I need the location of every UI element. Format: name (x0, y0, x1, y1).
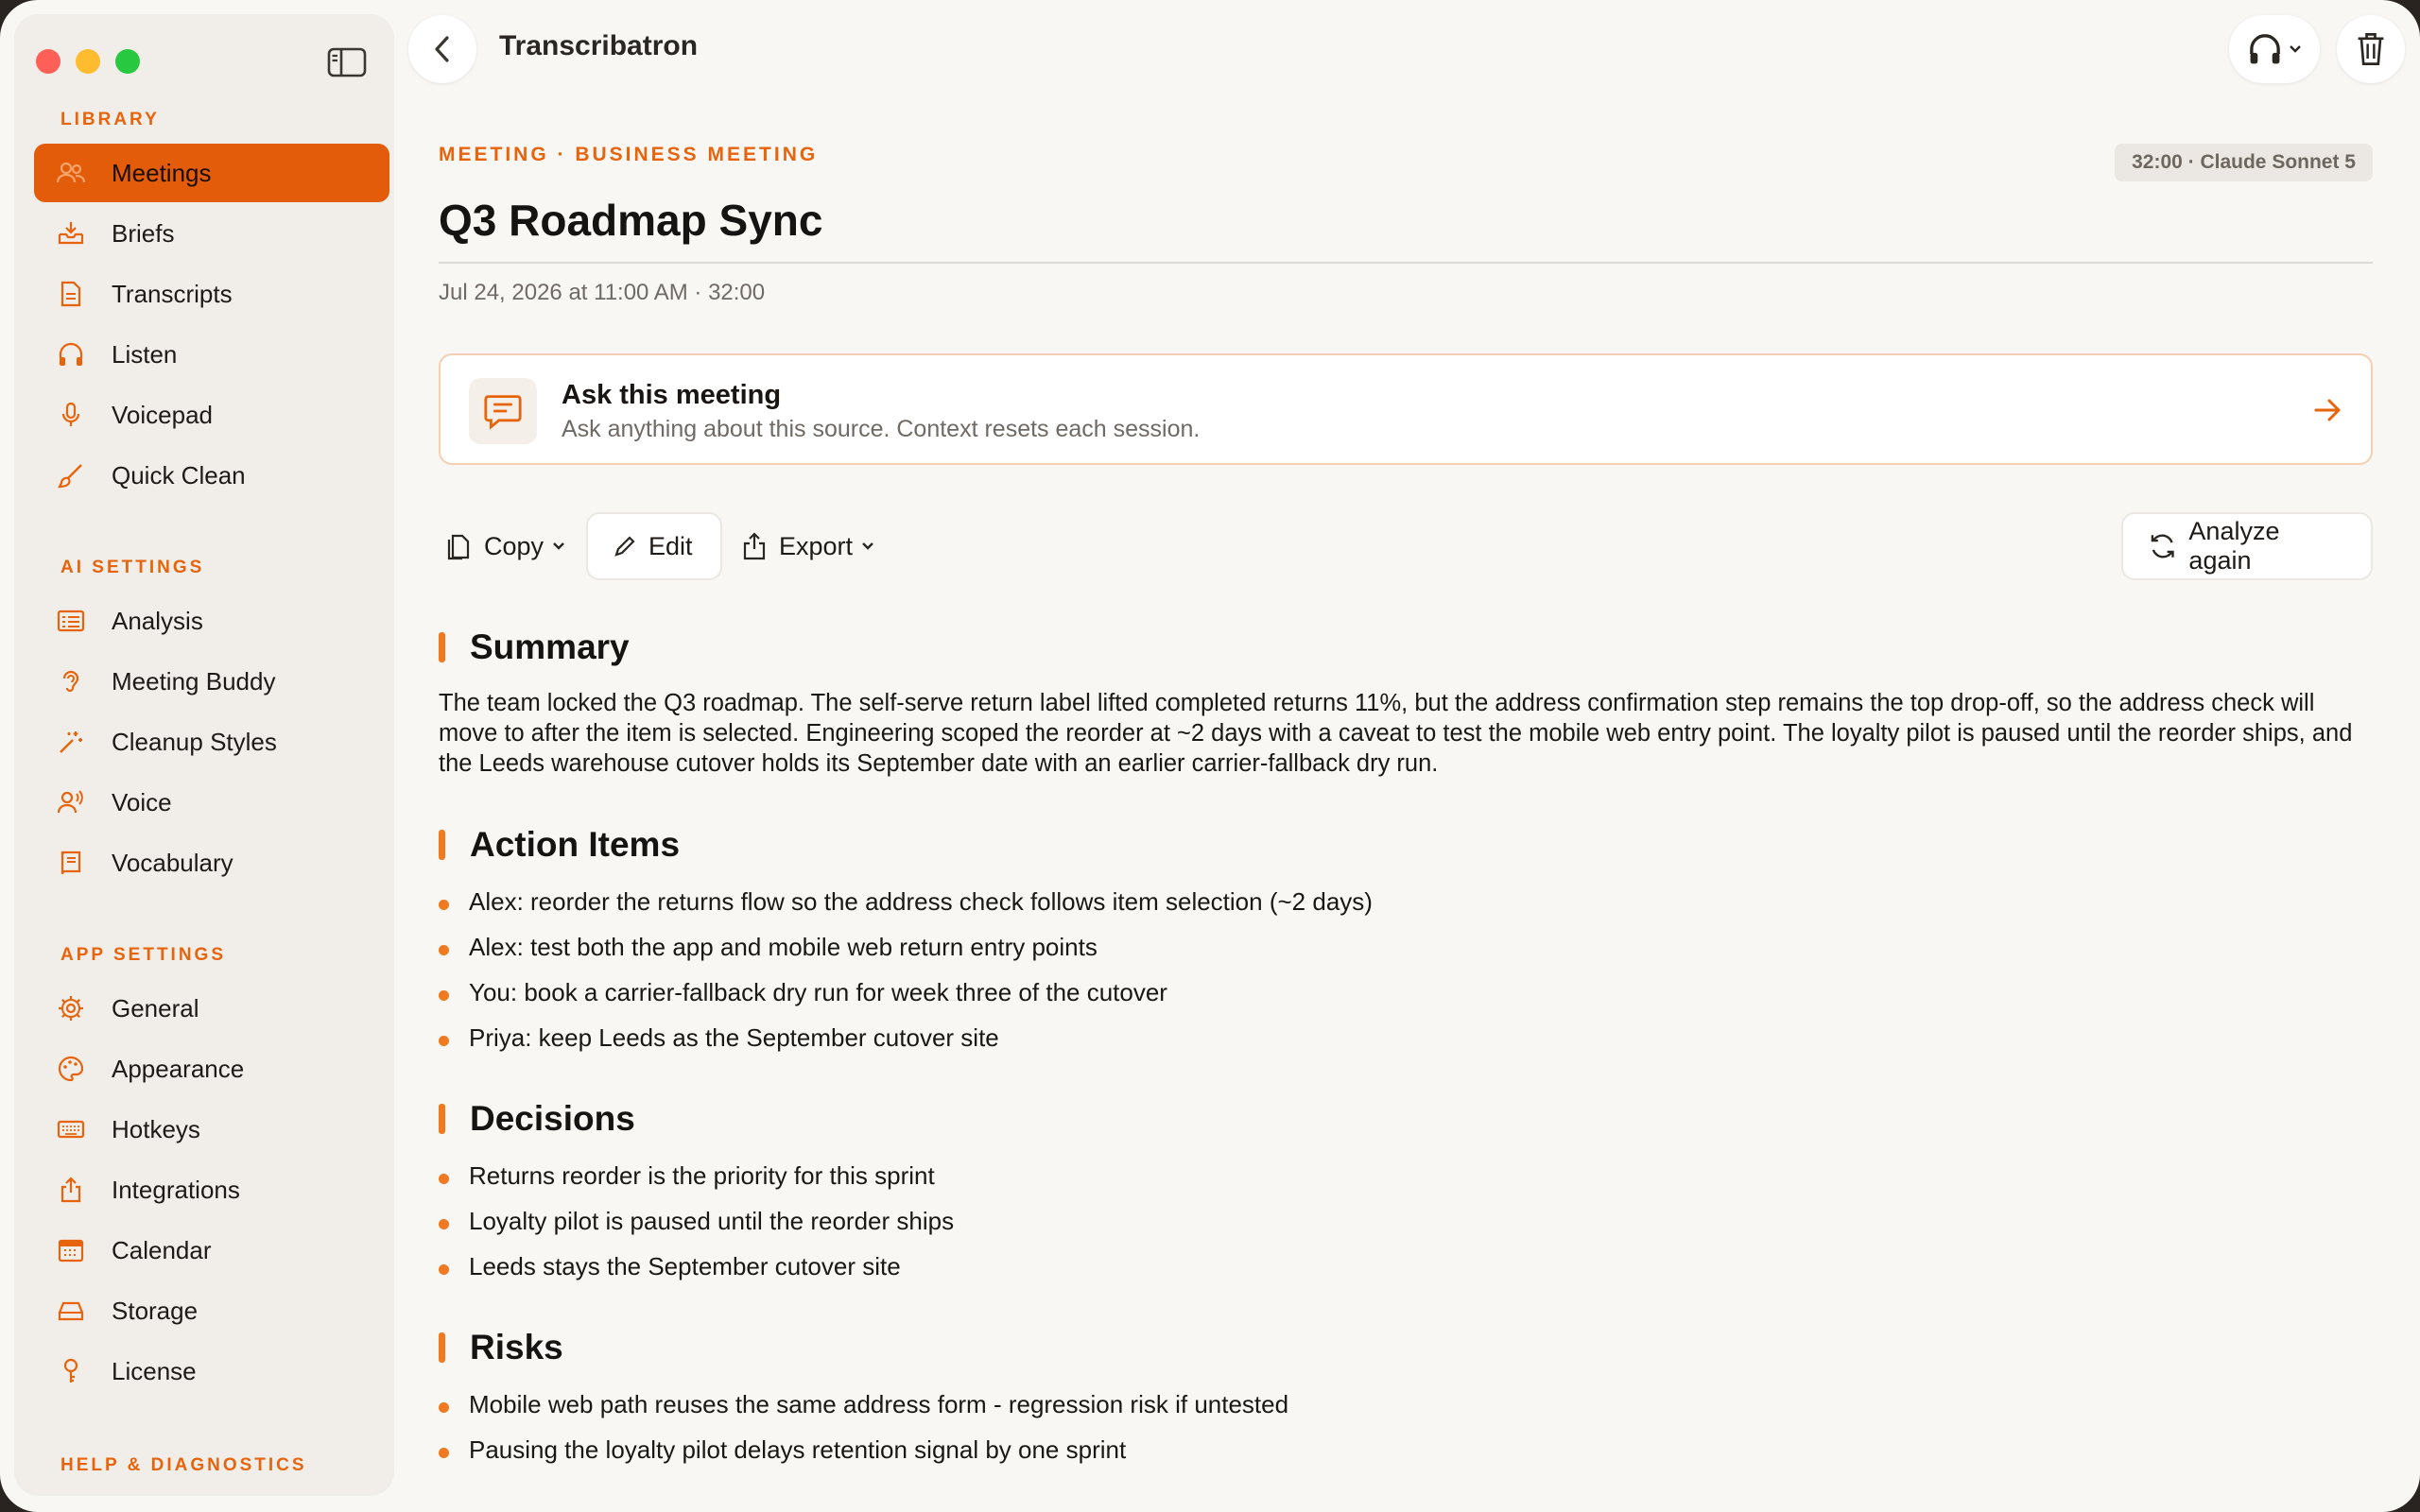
section-accent-bar (439, 1332, 445, 1363)
page-title: Q3 Roadmap Sync (439, 196, 823, 245)
palette-icon (55, 1053, 87, 1085)
sparkle-wand-icon (55, 726, 87, 758)
sidebar-item-label: Hotkeys (112, 1114, 200, 1143)
analyze-label: Analyze again (2188, 517, 2280, 575)
sidebar-item-label: General (112, 993, 199, 1022)
book-icon (55, 847, 87, 879)
sidebar-item-quick-clean[interactable] (34, 446, 393, 505)
sidebar-section-help: HELP & DIAGNOSTICS (60, 1455, 307, 1475)
sidebar (15, 15, 393, 1495)
sidebar-item-analysis[interactable] (34, 592, 393, 650)
calendar-icon (55, 1234, 87, 1266)
sidebar-item-label: Voicepad (112, 400, 213, 429)
sidebar-item-vocabulary[interactable] (34, 833, 393, 892)
sidebar-item-label: Meeting Buddy (112, 666, 276, 696)
sidebar-item-label: Calendar (112, 1235, 212, 1264)
microphone-icon (55, 399, 87, 431)
sidebar-item-voice[interactable] (34, 773, 393, 832)
sidebar-item-storage[interactable] (34, 1281, 393, 1340)
headphones-icon (55, 338, 87, 370)
sidebar-item-meetings[interactable] (34, 144, 389, 202)
key-icon (55, 1355, 87, 1387)
meeting-date: Jul 24, 2026 at 11:00 AM · 32:00 (439, 280, 766, 305)
sidebar-item-meeting-buddy[interactable] (34, 652, 393, 711)
window-controls (36, 49, 140, 74)
risks-list (439, 1382, 1288, 1472)
sidebar-item-label: Cleanup Styles (112, 727, 277, 756)
sidebar-item-label: Storage (112, 1296, 199, 1325)
sidebar-item-integrations[interactable] (34, 1160, 393, 1219)
app-title: Transcribatron (499, 30, 699, 61)
list-item: Loyalty pilot is paused until the reorder ships (439, 1198, 954, 1244)
sidebar-item-voicepad[interactable] (34, 386, 393, 444)
sidebar-item-transcripts[interactable] (34, 265, 393, 323)
arrow-right-icon (2310, 393, 2344, 427)
minimize-window-button[interactable] (76, 49, 100, 74)
ask-subtitle: Ask anything about this source. Context resets each session. (562, 416, 1201, 442)
people-icon (55, 157, 87, 189)
sidebar-item-cleanup-styles[interactable] (34, 713, 393, 771)
inbox-icon (55, 217, 87, 249)
share-icon (55, 1174, 87, 1206)
share-icon (741, 531, 768, 561)
ear-icon (55, 665, 87, 697)
sidebar-item-label: Listen (112, 339, 178, 369)
gear-icon (55, 992, 87, 1024)
sidebar-section-library: LIBRARY (60, 110, 160, 129)
chat-bubble-icon (469, 378, 537, 444)
list-item: Pausing the loyalty pilot delays retention signal by one sprint (439, 1427, 1288, 1472)
copy-button[interactable] (444, 512, 566, 580)
sidebar-toggle-icon[interactable] (327, 47, 367, 77)
ask-title: Ask this meeting (562, 380, 782, 410)
export-button[interactable] (741, 512, 875, 580)
trash-icon (2355, 31, 2387, 67)
chevron-down-icon (2288, 43, 2303, 55)
summary-title: Summary (470, 627, 630, 666)
action-items-list (439, 879, 1373, 1060)
list-item: Priya: keep Leeds as the September cutover site (439, 1015, 1373, 1060)
sidebar-item-general[interactable] (34, 979, 393, 1038)
speaking-person-icon (55, 786, 87, 818)
sidebar-item-appearance[interactable] (34, 1040, 393, 1098)
pencil-icon (613, 534, 637, 558)
close-window-button[interactable] (36, 49, 60, 74)
title-divider (439, 262, 2373, 264)
sidebar-item-label: Appearance (112, 1054, 245, 1083)
drive-icon (55, 1295, 87, 1327)
sidebar-item-label: Briefs (112, 218, 175, 248)
list-icon (55, 605, 87, 637)
delete-button[interactable] (2337, 15, 2405, 83)
action-items-title: Action Items (470, 825, 681, 864)
copy-label: Copy (484, 531, 544, 560)
list-item: You: book a carrier-fallback dry run for week three of the cutover (439, 970, 1373, 1015)
headphones-icon (2246, 32, 2284, 66)
audio-output-button[interactable] (2229, 15, 2320, 83)
meta-badge: 32:00 · Claude Sonnet 5 (2115, 144, 2373, 181)
brush-icon (55, 459, 87, 491)
sidebar-item-label: Analysis (112, 606, 203, 635)
risks-title: Risks (470, 1328, 563, 1366)
sidebar-item-label: Vocabulary (112, 848, 233, 877)
list-item: Returns reorder is the priority for this sprint (439, 1153, 954, 1198)
chevron-down-icon (551, 541, 566, 552)
sidebar-item-label: Meetings (112, 158, 212, 187)
action-items-heading (439, 825, 680, 865)
sidebar-item-hotkeys[interactable] (34, 1100, 393, 1159)
chevron-left-icon (432, 34, 453, 64)
risks-heading (439, 1328, 563, 1367)
sidebar-item-listen[interactable] (34, 325, 393, 384)
decisions-heading (439, 1099, 635, 1139)
sidebar-section-app-settings: APP SETTINGS (60, 945, 227, 965)
list-item: Alex: test both the app and mobile web return entry points (439, 924, 1373, 970)
back-button[interactable] (408, 15, 476, 83)
sidebar-item-label: Transcripts (112, 279, 233, 308)
copy-icon (444, 531, 473, 561)
keyboard-icon (55, 1113, 87, 1145)
sidebar-item-label: Quick Clean (112, 460, 246, 490)
sidebar-item-briefs[interactable] (34, 204, 393, 263)
list-item: Leeds stays the September cutover site (439, 1244, 954, 1289)
document-icon (55, 278, 87, 310)
ask-meeting-card[interactable] (439, 353, 2373, 465)
sidebar-item-calendar[interactable] (34, 1221, 393, 1280)
refresh-icon (2148, 531, 2177, 561)
section-accent-bar (439, 830, 445, 860)
list-item: Alex: reorder the returns flow so the address check follows item selection (~2 days) (439, 879, 1373, 924)
edit-button[interactable] (586, 512, 722, 580)
section-accent-bar (439, 632, 445, 662)
edit-label: Edit (648, 531, 693, 560)
analyze-again-button[interactable] (2121, 512, 2373, 580)
sidebar-item-label: Voice (112, 787, 172, 816)
sidebar-item-label: License (112, 1356, 197, 1385)
sidebar-section-ai-settings: AI SETTINGS (60, 558, 205, 577)
summary-heading (439, 627, 630, 667)
chevron-down-icon (860, 541, 875, 552)
meeting-category: MEETING · BUSINESS MEETING (439, 144, 819, 165)
section-accent-bar (439, 1104, 445, 1134)
sidebar-item-label: Integrations (112, 1175, 240, 1204)
sidebar-item-license[interactable] (34, 1342, 393, 1400)
list-item: Mobile web path reuses the same address form - regression risk if untested (439, 1382, 1288, 1427)
decisions-list (439, 1153, 954, 1289)
export-label: Export (779, 531, 854, 560)
decisions-title: Decisions (470, 1099, 635, 1138)
summary-text: The team locked the Q3 roadmap. The self-serve return label lifted completed returns 11%, but the address confirmation step remains the top drop-off, so the address check will move to after the item is selected. Engineering scoped the reorder at ~2 days with a caveat to test the mobile web entry point. The loyalty pilot is paused until the reorder ships, and the Leeds warehouse cutover holds its September date with an earlier carrier-fallback dry run. (439, 690, 2353, 777)
zoom-window-button[interactable] (115, 49, 140, 74)
